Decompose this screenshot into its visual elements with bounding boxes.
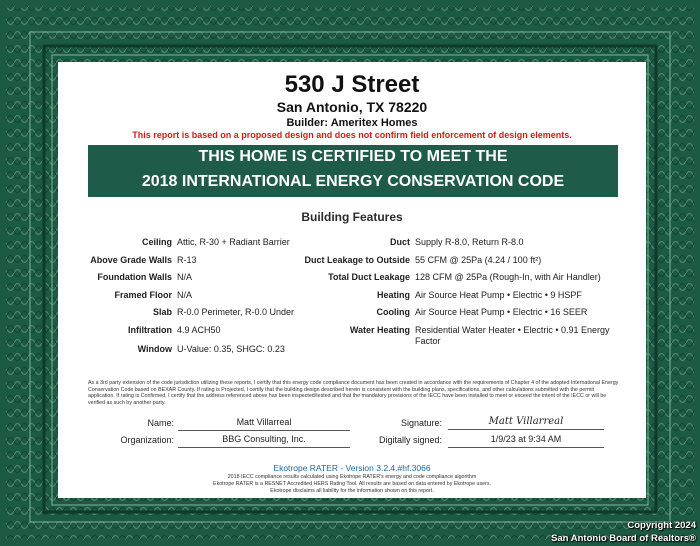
- builder-name: Builder: Ameritex Homes: [286, 117, 418, 129]
- footer-line-1: 2018 IECC compliance results calculated using Ekotrope RATER's energy and code compliance algorithm: [227, 474, 477, 480]
- feature-label: Framed Floor: [114, 290, 172, 300]
- feature-value: 55 CFM @ 25Pa (4.24 / 100 ft²): [415, 255, 542, 265]
- organization-label: Organization:: [120, 435, 174, 445]
- name-label: Name:: [147, 418, 174, 428]
- feature-value: Supply R-8.0, Return R-8.0: [415, 237, 524, 247]
- feature-label: Heating: [376, 290, 410, 300]
- feature-value: 4.9 ACH50: [177, 325, 221, 335]
- feature-value: Air Source Heat Pump • Electric • 16 SEER: [415, 307, 588, 317]
- digitally-signed-value: 1/9/23 at 9:34 AM: [448, 434, 604, 448]
- feature-value: Factor: [415, 336, 441, 346]
- feature-label: Slab: [152, 307, 172, 317]
- certification-statement: As a 3rd party extension of the code jurisdiction utilizing these reports, I certify that this energy code compliance document has been created in accordance with the requirements of Chapter 4 of the adopted International Energy Conservation Code based on BEXAR County. If rating is Projected, I certify that the building design described herein is consistent with the building plans, specifications, and other calculations submitted with the permit application. If rating is Confirmed, I certify that the address referenced above has been inspected/tested and that the mandatory provisions of the IECC have been installed to meet or exceed the intent of the IECC or will be verified as such by another party.: [88, 380, 619, 406]
- certificate-page: [58, 62, 646, 498]
- feature-label: Duct: [390, 237, 410, 247]
- feature-value: N/A: [177, 290, 193, 300]
- footer-line-2: Ekotrope RATER is a RESNET Accredited HERS Rating Tool. All results are based on data entered by Ekotrope users.: [213, 481, 491, 487]
- feature-value: Residential Water Heater • Electric • 0.91 Energy: [415, 325, 610, 335]
- street-address: 530 J Street: [284, 71, 420, 98]
- signature-label: Signature:: [400, 418, 442, 428]
- rater-version: Ekotrope RATER - Version 3.2.4.#hf.3066: [273, 463, 431, 473]
- feature-value: Air Source Heat Pump • Electric • 9 HSPF: [415, 290, 582, 300]
- feature-label: Total Duct Leakage: [328, 272, 410, 282]
- feature-value: N/A: [177, 272, 193, 282]
- feature-label: Infiltration: [128, 325, 172, 335]
- feature-label: Window: [137, 344, 172, 354]
- feature-label: Cooling: [376, 307, 410, 317]
- feature-label: Duct Leakage to Outside: [304, 255, 410, 265]
- certification-banner: [88, 145, 618, 197]
- feature-value: Attic, R-30 + Radiant Barrier: [177, 237, 290, 247]
- organization-value: BBG Consulting, Inc.: [178, 434, 350, 448]
- name-value: Matt Villarreal: [178, 417, 350, 431]
- signature-value: Matt Villarreal: [448, 416, 604, 430]
- digitally-signed-label: Digitally signed:: [378, 435, 442, 445]
- copyright-watermark-line-1: Copyright 2024: [627, 520, 696, 531]
- building-features-title: Building Features: [301, 210, 403, 224]
- banner-line-1: THIS HOME IS CERTIFIED TO MEET THE: [198, 148, 508, 165]
- city-state-zip: San Antonio, TX 78220: [276, 99, 428, 115]
- feature-label: Foundation Walls: [97, 272, 172, 282]
- feature-value: R-0.0 Perimeter, R-0.0 Under: [177, 307, 295, 317]
- copyright-watermark-line-2: San Antonio Board of Realtors®: [551, 533, 696, 544]
- design-disclaimer: This report is based on a proposed design and does not confirm field enforcement of design elements.: [132, 130, 572, 140]
- feature-value: U-Value: 0.35, SHGC: 0.23: [177, 344, 285, 354]
- feature-label: Ceiling: [141, 237, 172, 247]
- feature-label: Above Grade Walls: [90, 255, 172, 265]
- feature-label: Water Heating: [349, 325, 410, 335]
- footer-line-3: Ekotrope disclaims all liability for the information shown on this report.: [270, 488, 434, 494]
- feature-value: R-13: [177, 255, 197, 265]
- feature-value: 128 CFM @ 25Pa (Rough-In, with Air Handler): [415, 272, 601, 282]
- banner-line-2: 2018 INTERNATIONAL ENERGY CONSERVATION CODE: [141, 173, 565, 190]
